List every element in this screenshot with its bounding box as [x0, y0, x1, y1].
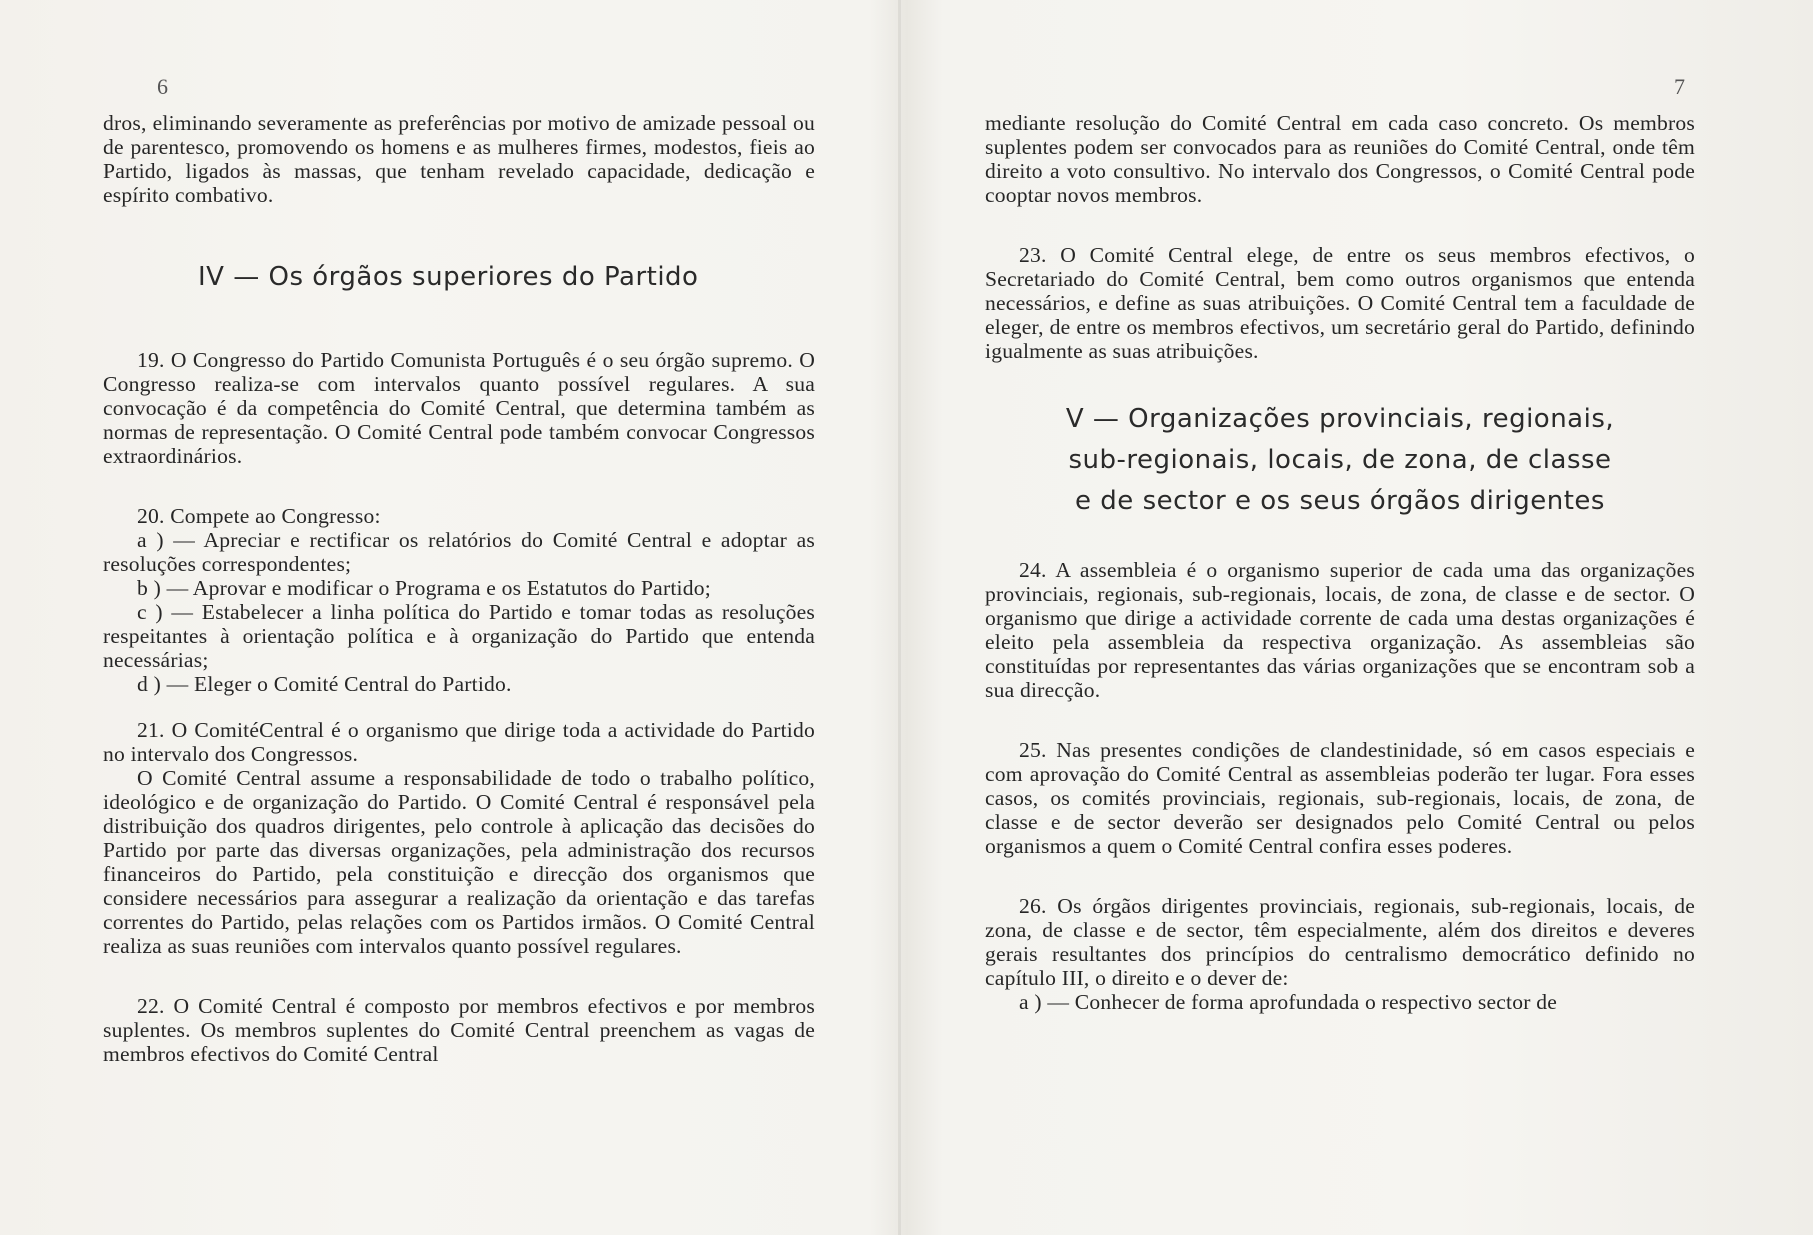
paragraph-20d: d ) — Eleger o Comité Central do Partido. — [137, 672, 512, 696]
right-page — [985, 0, 1695, 1235]
paragraph-20b: b ) — Aprovar e modificar o Programa e os Estatutos do Partido; — [137, 576, 711, 600]
paragraph-23: 23. O Comité Central elege, de entre os seus membros efectivos, o Secretariado do Comité Central, bem como outros organismos que entenda necessários, e define as suas atribuições. O Comité Central tem a faculdade de eleger, de entre os membros efectivos, um secretário geral do Partido, definindo igualmente as suas atribuições. — [985, 243, 1695, 363]
page-number: 7 — [1674, 74, 1685, 99]
paragraph-21b: O Comité Central assume a responsabilidade de todo o trabalho político, ideológico e de organização do Partido. O Comité Central é responsável pela distribuição dos quadros dirigentes, pelo controle à aplicação das decisões do Partido por parte das diversas organizações, pela administração dos recursos financeiros do Partido, pela constituição e direcção dos organismos que considere necessários para assegurar a realização da orientação e das tarefas correntes do Partido, pelas relações com os Partidos irmãos. O Comité Central realiza as suas reuniões com intervalos quanto possível regulares. — [103, 766, 815, 958]
section-heading-line: V — Organizações provinciais, regionais, — [1065, 404, 1615, 434]
paragraph-26a: a ) — Conhecer de forma aprofundada o respectivo sector de — [1019, 990, 1558, 1014]
section-heading-line: sub-regionais, locais, de zona, de classe — [1068, 445, 1612, 475]
paragraph-22: 22. O Comité Central é composto por membros efectivos e por membros suplentes. Os membros suplentes do Comité Central preenchem as vagas de membros efectivos do Comité Central — [103, 994, 815, 1066]
left-page — [103, 0, 815, 1235]
page-number: 6 — [157, 74, 168, 99]
paragraph-26: 26. Os órgãos dirigentes provinciais, regionais, sub-regionais, locais, de zona, de classe e de sector, têm especialmente, além dos direitos e deveres gerais resultantes dos princípios do centralismo democrático definido no capítulo III, o direito e o dever de: — [985, 894, 1695, 990]
section-heading — [985, 399, 1695, 522]
page-fold — [898, 0, 901, 1235]
paragraph-24: 24. A assembleia é o organismo superior de cada uma das organizações provinciais, regionais, sub-regionais, locais, de zona, de classe e de sector. O organismo que dirige a actividade corrente de cada uma destas organizações é eleito pela assembleia da respectiva organização. As assembleias são constituídas por representantes das várias organizações que se encontram sob a sua direcção. — [985, 558, 1695, 702]
paragraph-20: 20. Compete ao Congresso: — [137, 504, 381, 528]
paragraph-19: 19. O Congresso do Partido Comunista Português é o seu órgão supremo. O Congresso realiza-se com intervalos quanto possível regulares. A sua convocação é da competência do Comité Central, que determina também as normas de representação. O Comité Central pode também convocar Congressos extraordinários. — [103, 348, 815, 468]
paragraph-20c: c ) — Estabelecer a linha política do Partido e tomar todas as resoluções respeitantes à orientação política e à organização do Partido que entenda necessárias; — [103, 600, 815, 672]
section-heading-line: e de sector e os seus órgãos dirigentes — [1075, 486, 1605, 516]
paragraph: dros, eliminando severamente as preferências por motivo de amizade pessoal ou de parentesco, promovendo os homens e as mulheres firmes, modestos, fieis ao Partido, ligados às massas, que tenham revelado capacidade, dedicação e espírito combativo. — [103, 111, 815, 207]
paragraph: mediante resolução do Comité Central em cada caso concreto. Os membros suplentes podem ser convocados para as reuniões do Comité Central, onde têm direito a voto consultivo. No intervalo dos Congressos, o Comité Central pode cooptar novos membros. — [985, 111, 1695, 207]
paragraph-21: 21. O ComitéCentral é o organismo que dirige toda a actividade do Partido no intervalo dos Congressos. — [103, 718, 815, 766]
right-page-text — [985, 111, 1695, 1014]
left-page-text — [103, 111, 815, 1066]
paragraph-25: 25. Nas presentes condições de clandestinidade, só em casos especiais e com aprovação do Comité Central as assembleias poderão ter lugar. Fora esses casos, os comités provinciais, regionais, sub-regionais, locais, de zona, de classe e de sector deverão ser designados pelo Comité Central ou pelos organismos a quem o Comité Central confira esses poderes. — [985, 738, 1695, 858]
paragraph-20a: a ) — Apreciar e rectificar os relatórios do Comité Central e adoptar as resoluções correspondentes; — [103, 528, 815, 576]
section-heading: IV — Os órgãos superiores do Partido — [198, 262, 699, 292]
